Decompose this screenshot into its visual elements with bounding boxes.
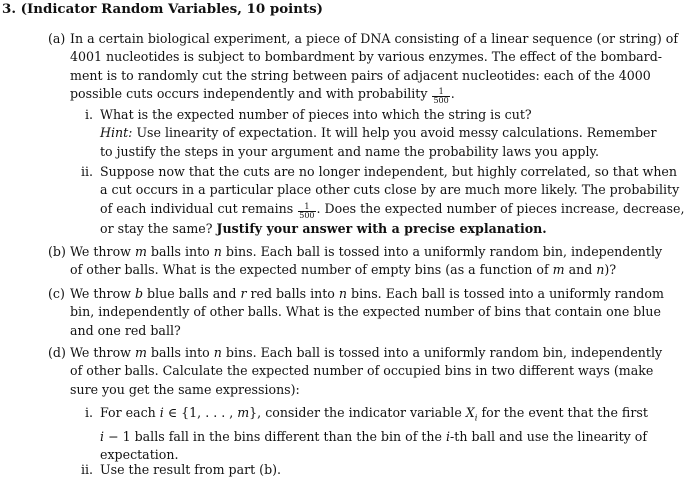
part-c-label: (c)	[48, 286, 65, 301]
var-m: m	[134, 244, 147, 259]
text-run: We throw	[70, 286, 135, 301]
justify-emphasis: Justify your answer with a precise explanation.	[216, 220, 547, 236]
text-run: We throw	[70, 345, 135, 360]
var-i: i	[100, 428, 105, 444]
text-run: ∈ {1, . . . ,	[163, 405, 238, 420]
part-a-ii-line-4	[100, 220, 663, 238]
hint-text: Use linearity of expectation. It will help you avoid messy calculations. Remember	[132, 125, 657, 141]
var-n: n	[213, 345, 222, 360]
part-d-ii-text	[100, 461, 663, 479]
part-d-text	[70, 344, 663, 399]
var-n: n	[338, 286, 348, 301]
var-x-subscript: i	[474, 413, 478, 424]
part-a-i-text	[100, 106, 663, 161]
part-d-i-label: i.	[85, 405, 94, 420]
part-b-line-1	[70, 243, 663, 261]
part-d-i-line-2	[100, 428, 663, 446]
part-b-label: (b)	[48, 244, 66, 259]
text-run: balls into	[146, 345, 214, 360]
part-a-ii-text	[100, 163, 685, 238]
var-m: m	[552, 262, 565, 278]
text-run: balls into	[146, 244, 214, 259]
part-a-line-4-end: .	[450, 86, 455, 102]
part-a-ii-line-1: Suppose now that the cuts are no longer independent, but highly correlated, so that when	[100, 164, 678, 179]
part-a-i-label: i.	[85, 107, 94, 122]
part-a-i-hint-line-1	[100, 124, 663, 142]
text-run: -th ball and use the linearity of	[450, 428, 648, 444]
text-run: bins. Each ball is tossed into a uniformly random bin, independently	[221, 345, 663, 360]
part-c-text	[70, 285, 663, 340]
text-run: bins. Each ball is tossed into a uniformly random	[347, 286, 664, 301]
probability-fraction	[432, 88, 449, 105]
part-a-line-3: ment is to randomly cut the string between pairs of adjacent nucleotides: each of the 4000	[70, 67, 651, 83]
text-run: )?	[604, 262, 617, 278]
probability-fraction	[298, 203, 315, 220]
part-d-ii-label: ii.	[81, 462, 94, 477]
part-a-i-question: What is the expected number of pieces into which the string is cut?	[100, 107, 532, 122]
hint-label: Hint:	[100, 125, 133, 141]
fraction-denominator: 500	[299, 210, 315, 220]
part-d-i-line-1	[100, 404, 663, 428]
part-a-line-4-text: possible cuts occurs independently and with probability	[70, 86, 428, 102]
part-a-ii-line-3	[100, 200, 685, 220]
var-n: n	[596, 262, 605, 278]
text-run: }, consider the indicator variable	[249, 405, 466, 420]
part-a-text	[70, 30, 678, 106]
text-run: − 1 balls fall in the bins different than the bin of the	[104, 428, 446, 444]
part-a-ii-line-3-end: . Does the expected number of pieces increase, decrease,	[316, 200, 685, 216]
part-d-i-line-3: expectation.	[100, 447, 179, 463]
fraction-numerator: 1	[298, 203, 315, 212]
var-m: m	[237, 405, 250, 420]
var-i: i	[446, 428, 451, 444]
text-run: for the event that the first	[477, 405, 648, 420]
part-a-ii-label: ii.	[81, 164, 94, 179]
part-b-text	[70, 243, 663, 280]
text-run: and	[564, 262, 597, 278]
text-run: We throw	[70, 244, 135, 259]
var-x: X	[465, 405, 475, 420]
part-a-line-2: 4001 nucleotides is subject to bombardment by various enzymes. The effect of the bombard-	[70, 49, 663, 65]
part-c-line-1	[70, 285, 663, 303]
text-run: blue balls and	[143, 286, 241, 301]
var-i: i	[159, 405, 164, 420]
text-run: of other balls. What is the expected number of empty bins (as a function of	[70, 262, 553, 278]
part-a-i-hint-line-2: to justify the steps in your argument and name the probability laws you apply.	[100, 143, 599, 159]
part-d-line-1	[70, 344, 663, 362]
part-a-ii-line-4-text: or stay the same?	[100, 220, 217, 236]
fraction-denominator: 500	[433, 96, 449, 106]
part-d-line-2: of other balls. Calculate the expected number of occupied bins in two different ways (make	[70, 363, 654, 379]
var-m: m	[134, 345, 147, 360]
part-a-ii-line-3-text: of each individual cut remains	[100, 200, 294, 216]
var-r: r	[240, 286, 247, 301]
part-d-label: (d)	[48, 345, 66, 360]
text-run: For each	[100, 405, 160, 420]
part-a-line-1: In a certain biological experiment, a piece of DNA consisting of a linear sequence (or string) of	[70, 31, 678, 46]
text-run: red balls into	[246, 286, 339, 301]
part-b-line-2	[70, 261, 663, 279]
part-d-ii-line-1: Use the result from part (b).	[100, 462, 282, 477]
problem-heading: 3. (Indicator Random Variables, 10 points)	[2, 1, 324, 17]
part-a-label: (a)	[48, 31, 66, 46]
part-a-ii-line-2: a cut occurs in a particular place other cuts close by are much more likely. The probability	[100, 182, 680, 198]
part-d-i-text	[100, 404, 663, 465]
var-b: b	[134, 286, 143, 301]
fraction-numerator: 1	[432, 88, 449, 97]
part-c-line-2: bin, independently of other balls. What is the expected number of bins that contain one blue	[70, 304, 661, 320]
part-c-line-3: and one red ball?	[70, 322, 181, 338]
text-run: bins. Each ball is tossed into a uniformly random bin, independently	[221, 244, 663, 259]
part-d-line-3: sure you get the same expressions):	[70, 381, 300, 397]
part-a-line-4	[70, 85, 663, 105]
var-n: n	[213, 244, 222, 259]
